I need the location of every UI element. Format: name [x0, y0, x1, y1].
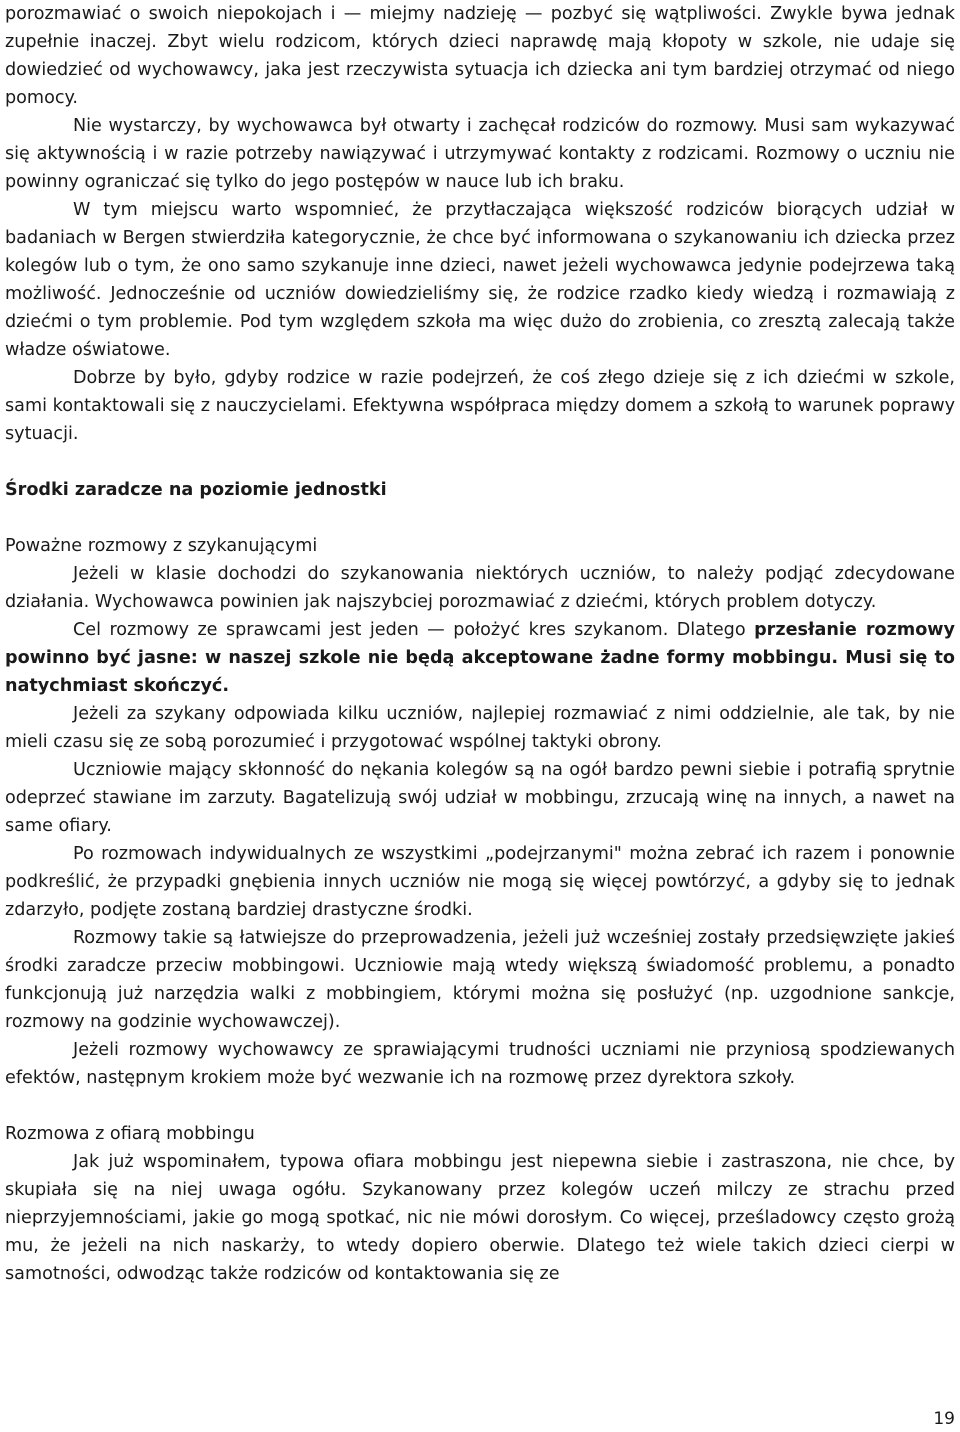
paragraph-intro-2: Nie wystarczy, by wychowawca był otwarty i zachęcał rodziców do rozmowy. Musi sam wykazywać się aktywnością i w razie potrzeby nawiązywać i utrzymywać kontakty z rodzicami. Rozmowy o uczniu nie powinny ograniczać się tylko do jego postępów w nauce lub ich braku. [5, 116, 955, 192]
paragraph-intro-4: Dobrze by było, gdyby rodzice w razie podejrzeń, że coś złego dzieje się z ich dziećmi w szkole, sami kontaktowali się z nauczycielami. Efektywna współpraca między domem a szkołą to warunek poprawy sytuacji. [5, 368, 955, 444]
spacer [5, 504, 955, 532]
subsection-heading-2: Rozmowa z ofiarą mobbingu [5, 1124, 255, 1144]
paragraph-s1-7: Jeżeli rozmowy wychowawcy ze sprawiającymi trudności uczniami nie przyniosą spodziewanych efektów, następnym krokiem może być wezwanie ich na rozmowę przez dyrektora szkoły. [5, 1040, 955, 1088]
spacer [5, 1092, 955, 1120]
paragraph-s1-3: Jeżeli za szykany odpowiada kilku uczniów, najlepiej rozmawiać z nimi oddzielnie, ale tak, by nie mieli czasu się ze sobą porozumieć i przygotować wspólnej taktyki obrony. [5, 704, 955, 752]
document-page [5, 0, 955, 1288]
paragraph-s1-6: Rozmowy takie są łatwiejsze do przeprowadzenia, jeżeli już wcześniej zostały przedsięwzięte jakieś środki zaradcze przeciw mobbingowi. Uczniowie mają wtedy większą świadomość problemu, a ponadto funkcjonują już narzędzia walki z mobbingiem, którymi można się posłużyć (np. uzgodnione sankcje, rozmowy na godzinie wychowawczej). [5, 928, 955, 1032]
paragraph-s1-1: Jeżeli w klasie dochodzi do szykanowania niektórych uczniów, to należy podjąć zdecydowane działania. Wychowawca powinien jak najszybciej porozmawiać z dziećmi, których problem dotyczy. [5, 564, 955, 612]
paragraph-s1-5: Po rozmowach indywidualnych ze wszystkimi „podejrzanymi" można zebrać ich razem i ponownie podkreślić, że przypadki gnębienia innych uczniów nie mogą się więcej powtórzyć, a gdyby się to jednak zdarzyło, podjęte zostaną bardziej drastyczne środki. [5, 844, 955, 920]
page-number: 19 [933, 1409, 955, 1429]
spacer [5, 448, 955, 476]
paragraph-intro-1: porozmawiać o swoich niepokojach i — miejmy nadzieję — pozbyć się wątpliwości. Zwykle bywa jednak zupełnie inaczej. Zbyt wielu rodzicom, których dzieci naprawdę mają kłopoty w szkole, nie udaje się dowiedzieć od wychowawcy, jaka jest rzeczywista sytuacja ich dziecka ani tym bardziej otrzymać od niego pomocy. [5, 4, 955, 108]
paragraph-s1-2 [5, 616, 955, 700]
subsection-heading-1: Poważne rozmowy z szykanującymi [5, 536, 318, 556]
section-heading: Środki zaradcze na poziomie jednostki [5, 480, 387, 500]
paragraph-s1-4: Uczniowie mający skłonność do nękania kolegów są na ogół bardzo pewni siebie i potrafią sprytnie odeprzeć stawiane im zarzuty. Bagatelizują swój udział w mobbingu, zrzucają winę na innych, a nawet na same ofiary. [5, 760, 955, 836]
paragraph-s2-1: Jak już wspominałem, typowa ofiara mobbingu jest niepewna siebie i zastraszona, nie chce, by skupiała się na niej uwaga ogółu. Szykanowany przez kolegów uczeń milczy ze strachu przed nieprzyjemnościami, jakie go mogą spotkać, nic nie mówi dorosłym. Co więcej, prześladowcy często grożą mu, że jeżeli na nich naskarży, to wtedy dopiero oberwie. Dlatego też wiele takich dzieci cierpi w samotności, odwodząc także rodziców od kontaktowania się ze [5, 1152, 955, 1284]
paragraph-intro-3: W tym miejscu warto wspomnieć, że przytłaczająca większość rodziców biorących udział w badaniach w Bergen stwierdziła kategorycznie, że chce być informowana o szykanowaniu ich dziecka przez kolegów lub o tym, że ono samo szykanuje inne dzieci, nawet jeżeli wychowawca jedynie podejrzewa taką możliwość. Jednocześnie od uczniów dowiedzieliśmy się, że rodzice rzadko kiedy wiedzą i rozmawiają z dziećmi o tym problemie. Pod tym względem szkoła ma więc dużo do zrobienia, co zresztą zalecają także władze oświatowe. [5, 200, 955, 360]
paragraph-s1-2-normal: Cel rozmowy ze sprawcami jest jeden — położyć kres szykanom. Dlatego [73, 620, 755, 640]
paragraph-s1-2-bold: przesłanie rozmowy powinno być jasne: w naszej szkole nie będą akceptowane żadne formy mobbingu. Musi się to natychmiast skończyć. [5, 620, 955, 696]
